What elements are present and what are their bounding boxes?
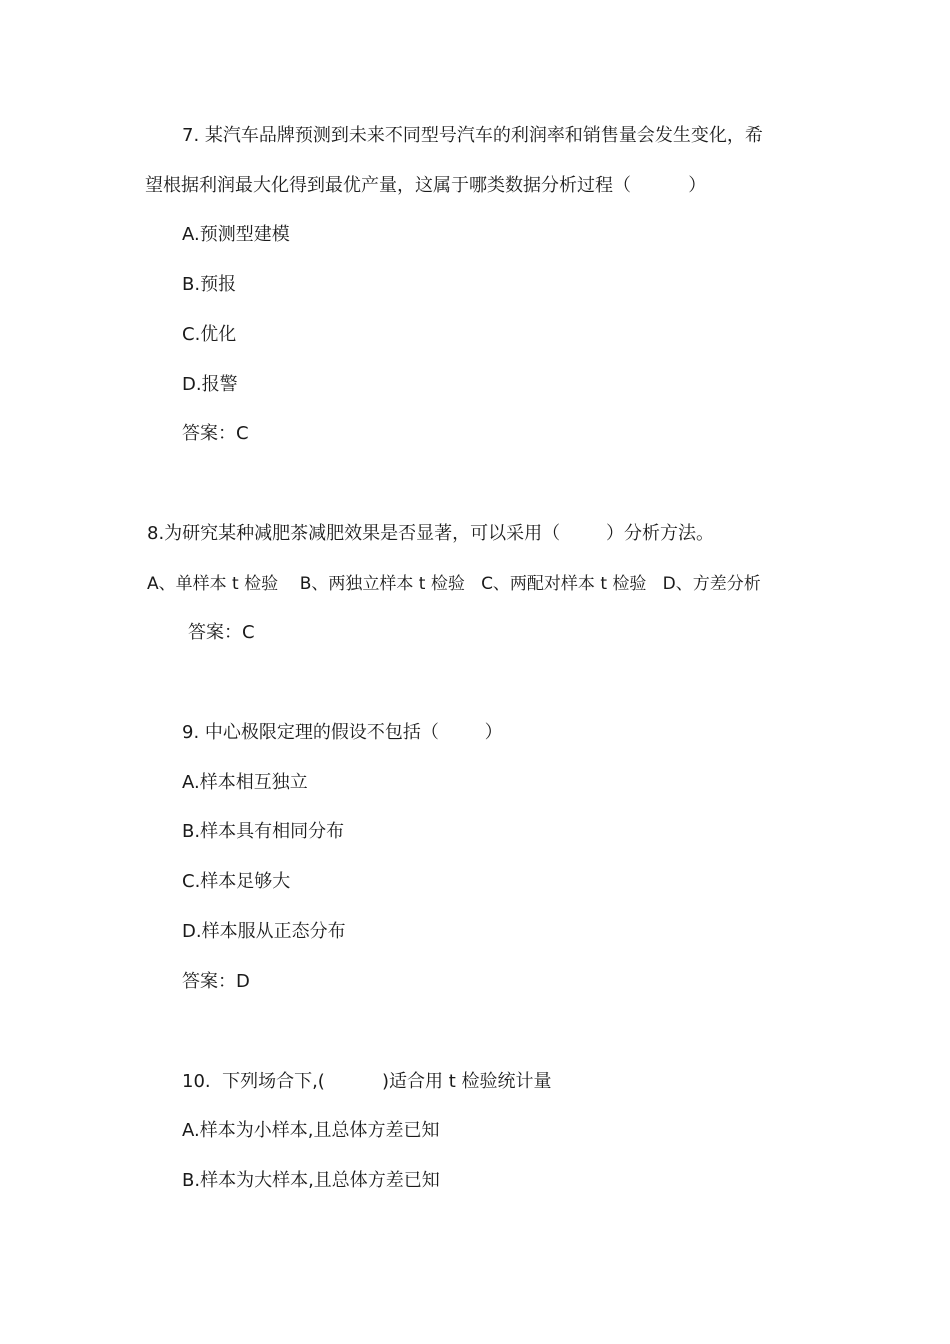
- q9-answer: 答案：D: [182, 971, 250, 992]
- q8-stem: 8.为研究某种减肥茶减肥效果是否显著，可以采用（ ）分析方法。: [147, 523, 714, 544]
- q7-stem-line1: 7. 某汽车品牌预测到未来不同型号汽车的利润率和销售量会发生变化，希: [182, 125, 763, 146]
- q10-option-a: A.样本为小样本,且总体方差已知: [182, 1120, 440, 1141]
- q9-option-a: A.样本相互独立: [182, 772, 308, 793]
- q7-option-b: B.预报: [182, 274, 237, 295]
- q8-options: A、单样本 t 检验 B、两独立样本 t 检验 C、两配对样本 t 检验 D、方差分析: [147, 574, 761, 594]
- q7-option-c: C.优化: [182, 324, 237, 345]
- q9-option-b: B.样本具有相同分布: [182, 821, 345, 842]
- q10-stem: 10. 下列场合下,( )适合用 t 检验统计量: [182, 1071, 552, 1092]
- q7-option-d: D.报警: [182, 374, 238, 395]
- q9-option-d: D.样本服从正态分布: [182, 921, 346, 942]
- q10-option-b: B.样本为大样本,且总体方差已知: [182, 1170, 440, 1191]
- q9-stem: 9. 中心极限定理的假设不包括（ ）: [182, 722, 503, 743]
- q9-option-c: C.样本足够大: [182, 871, 291, 892]
- q7-stem-line2: 望根据利润最大化得到最优产量，这属于哪类数据分析过程（ ）: [145, 175, 707, 196]
- q7-answer: 答案：C: [182, 423, 249, 444]
- q7-option-a: A.预测型建模: [182, 224, 290, 245]
- q8-answer: 答案：C: [188, 622, 255, 643]
